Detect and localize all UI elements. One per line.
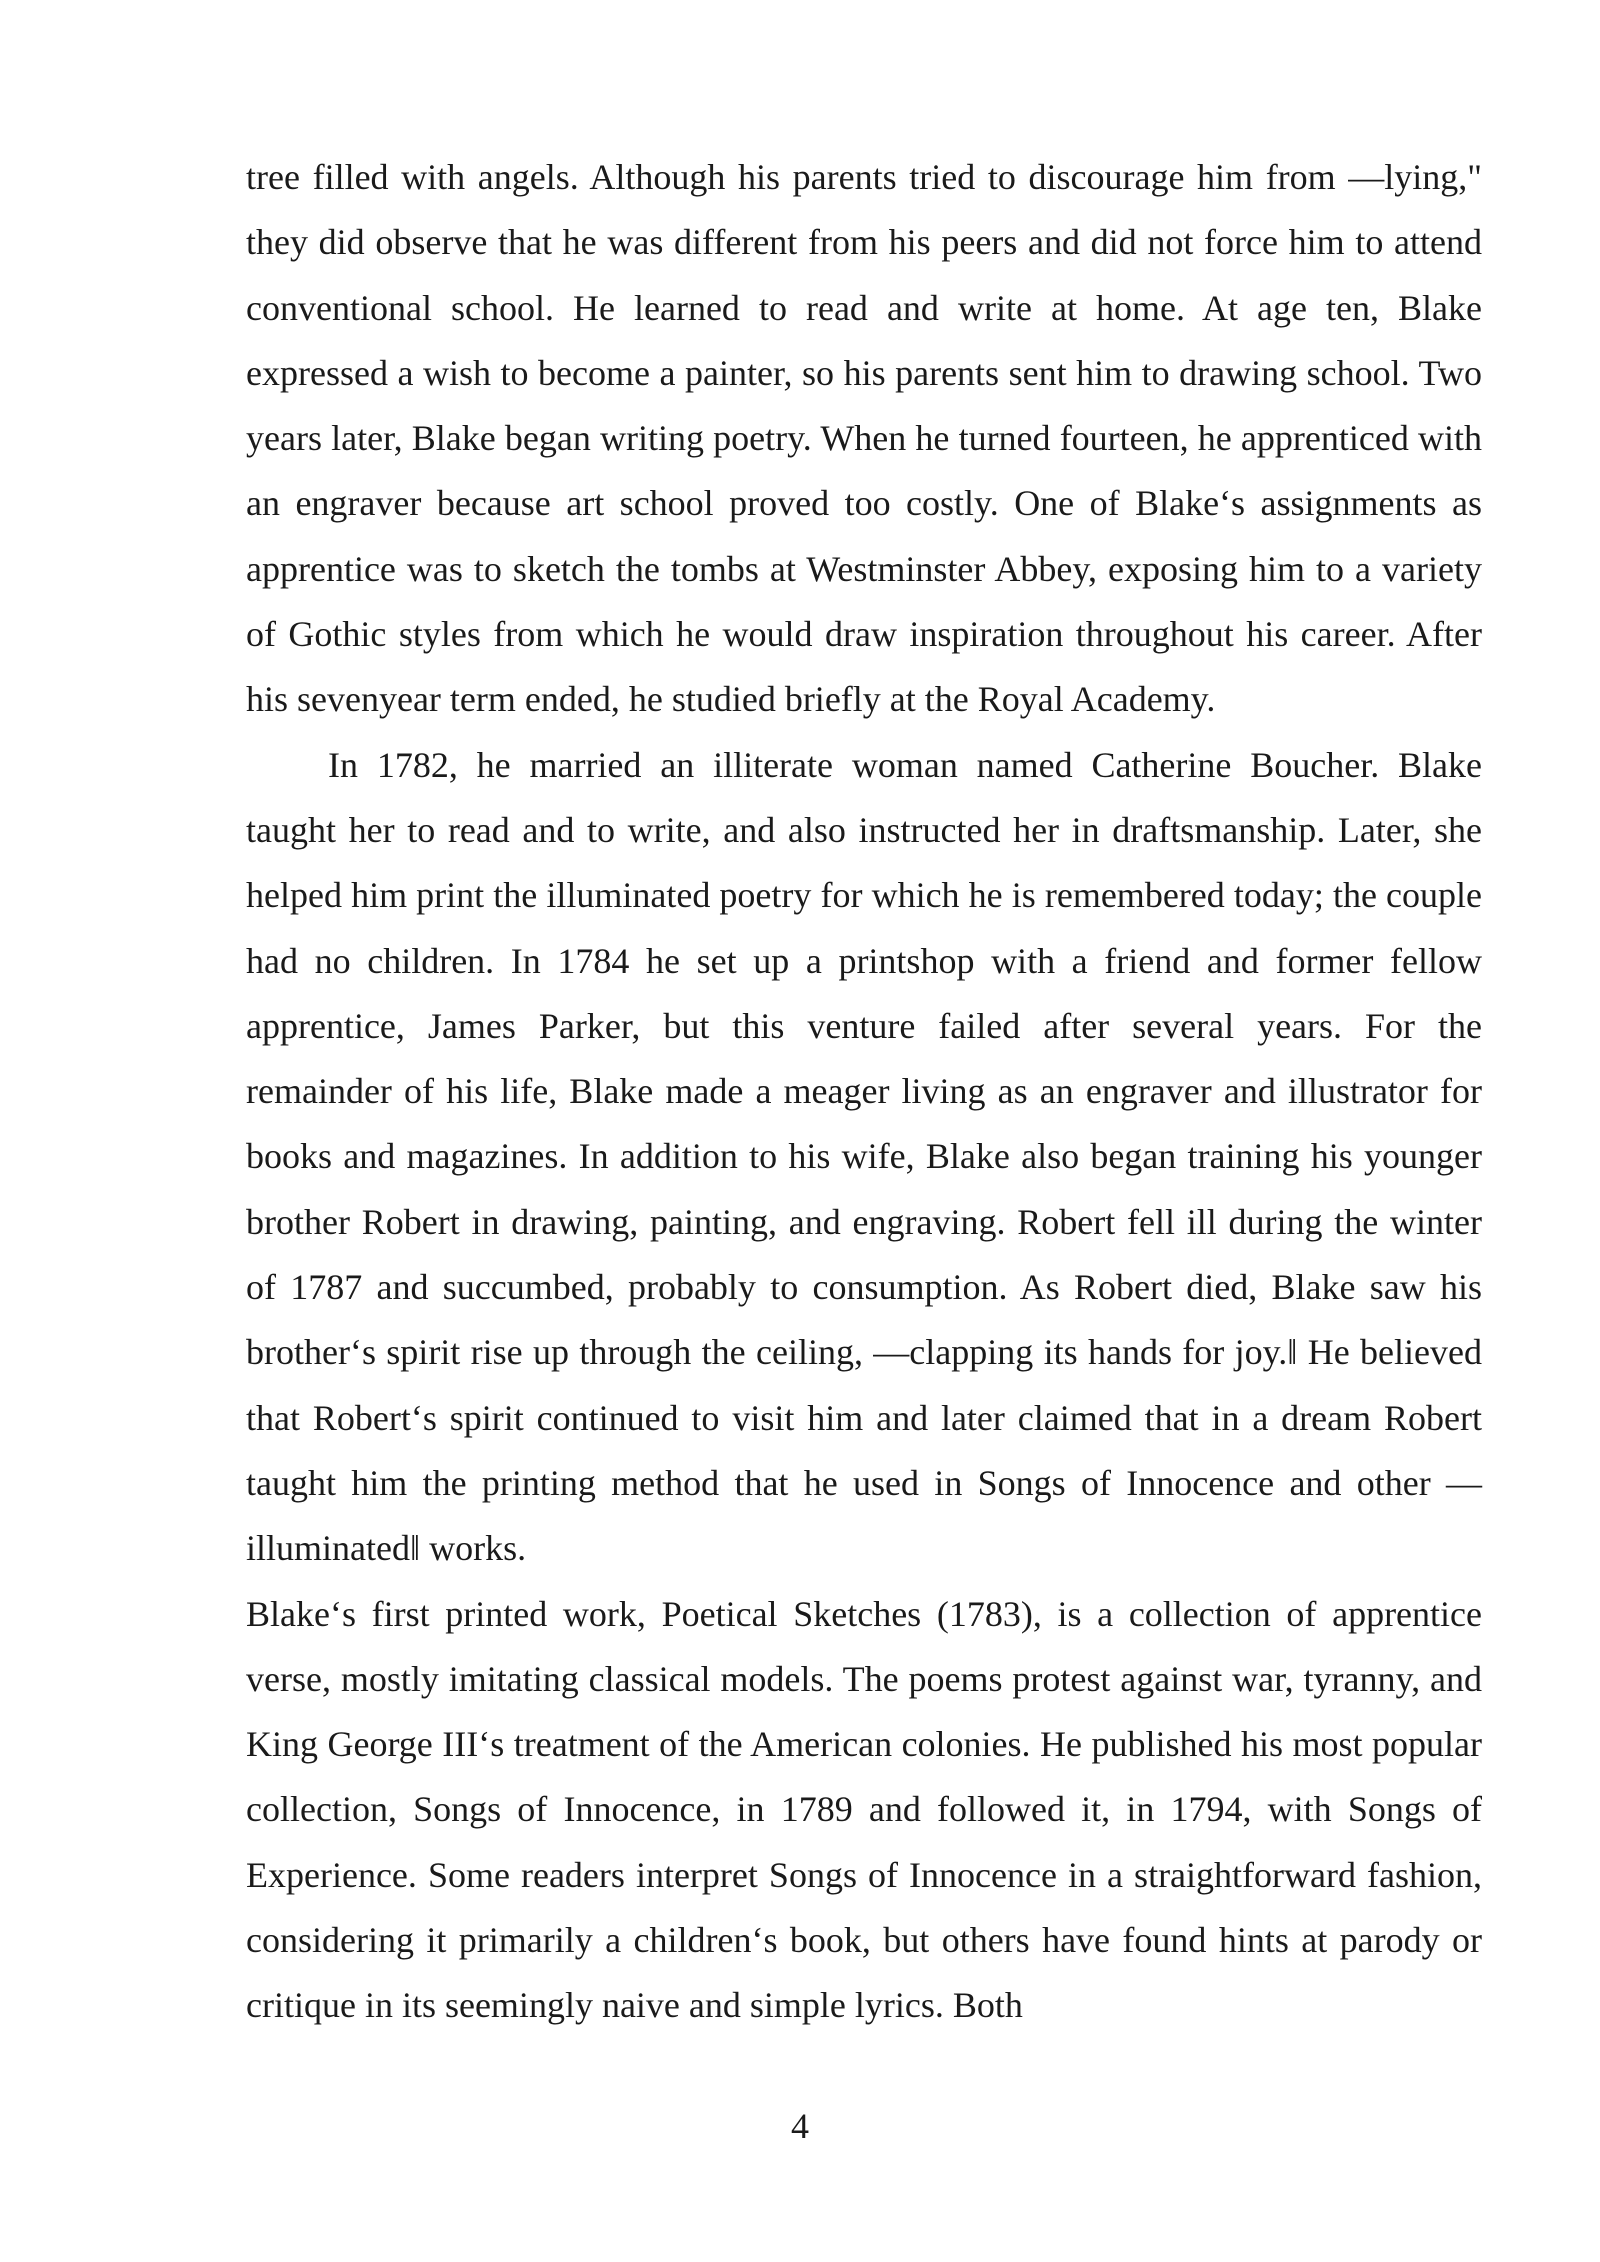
- paragraph-marriage: In 1782, he married an illiterate woman named Catherine Boucher. Blake taught her to read and to write, and also instructed her in draftsmanship. Later, she helped him print the illuminated poetry for which he is remembered today; the couple had no children. In 1784 he set up a printshop with a friend and former fellow apprentice, James Parker, but this venture failed after several years. For the remainder of his life, Blake made a meager living as an engraver and illustrator for books and magazines. In addition to his wife, Blake also began training his younger brother Robert in drawing, painting, and engraving. Robert fell ill during the winter of 1787 and succumbed, probably to consumption. As Robert died, Blake saw his brother‘s spirit rise up through the ceiling, —clapping its hands for joy.‖ He believed that Robert‘s spirit continued to visit him and later claimed that in a dream Robert taught him the printing method that he used in Songs of Innocence and other —illuminated‖ works.: [246, 744, 1482, 1569]
- paragraph-first-works: Blake‘s first printed work, Poetical Sketches (1783), is a collection of apprentice verse, mostly imitating classical models. The poems protest against war, tyranny, and King George III‘s treatment of the American colonies. He published his most popular collection, Songs of Innocence, in 1789 and followed it, in 1794, with Songs of Experience. Some readers interpret Songs of Innocence in a straightforward fashion, considering it primarily a children‘s book, but others have found hints at parody or critique in its seemingly naive and simple lyrics. Both: [246, 1593, 1482, 2026]
- paragraph-continuation: tree filled with angels. Although his parents tried to discourage him from —lying," they did observe that he was different from his peers and did not force him to attend conventional school. He learned to read and write at home. At age ten, Blake expressed a wish to become a painter, so his parents sent him to drawing school. Two years later, Blake began writing poetry. When he turned fourteen, he apprenticed with an engraver because art school proved too costly. One of Blake‘s assignments as apprentice was to sketch the tombs at Westminster Abbey, exposing him to a variety of Gothic styles from which he would draw inspiration throughout his career. After his sevenyear term ended, he studied briefly at the Royal Academy.: [246, 157, 1482, 720]
- page-number: 4: [791, 2106, 809, 2146]
- body-text: [246, 145, 1482, 2039]
